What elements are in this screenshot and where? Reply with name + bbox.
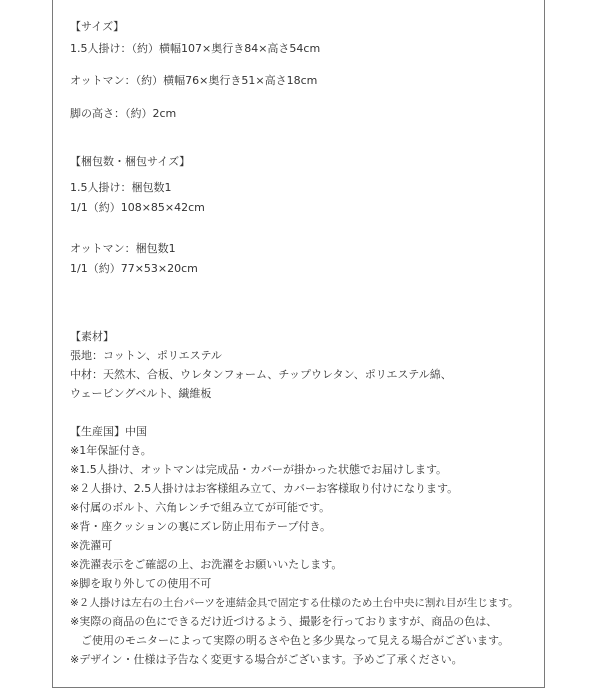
note-item: ※２人掛けは左右の土台パーツを連結金具で固定する仕様のため土台中央に割れ目が生じます。 <box>70 597 519 609</box>
size-leg: 脚の高さ：（約）2cm <box>70 107 177 120</box>
note-item: ※脚を取り外しての使用不可 <box>70 577 212 590</box>
note-item: ※洗濯可 <box>70 539 113 552</box>
note-item: ※洗濯表示をご確認の上、お洗濯をお願いいたします。 <box>70 558 343 571</box>
note-item: ※付属のボルト、六角レンチで組み立てが可能です。 <box>70 501 331 514</box>
packaging-sofa-size: 1/1（約）108×85×42cm <box>70 201 205 214</box>
material-upholstery: 張地：コットン、ポリエステル <box>70 349 222 362</box>
origin-heading: 【生産国】中国 <box>70 425 147 438</box>
note-item: ※デザイン・仕様は予告なく変更する場合がございます。予めご了承ください。 <box>70 653 463 666</box>
note-item: ご使用のモニターによって実際の明るさや色と多少異なって見える場合がございます。 <box>70 634 510 647</box>
size-sofa: 1.5人掛け：（約）横幅107×奥行き84×高さ54cm <box>70 42 321 55</box>
note-item: ※実際の商品の色にできるだけ近づけるよう、撮影を行っておりますが、商品の色は、 <box>70 615 498 628</box>
packaging-sofa-count: 1.5人掛け：梱包数1 <box>70 181 172 194</box>
material-filling-2: ウェービングベルト、繊維板 <box>70 387 212 400</box>
note-item: ※背・座クッションの裏にズレ防止用布テープ付き。 <box>70 520 332 533</box>
packaging-ottoman-count: オットマン：梱包数1 <box>70 242 176 255</box>
material-heading: 【素材】 <box>70 330 114 343</box>
material-filling-1: 中材：天然木、合板、ウレタンフォーム、チップウレタン、ポリエステル綿、 <box>70 368 452 381</box>
size-heading: 【サイズ】 <box>70 20 125 33</box>
note-item: ※1年保証付き。 <box>70 444 152 457</box>
note-item: ※1.5人掛け、オットマンは完成品・カバーが掛かった状態でお届けします。 <box>70 463 448 476</box>
packaging-heading: 【梱包数・梱包サイズ】 <box>70 155 191 168</box>
note-item: ※２人掛け、2.5人掛けはお客様組み立て、カバーお客様取り付けになります。 <box>70 482 459 495</box>
size-ottoman: オットマン：（約）横幅76×奥行き51×高さ18cm <box>70 74 318 87</box>
packaging-ottoman-size: 1/1（約）77×53×20cm <box>70 262 198 275</box>
